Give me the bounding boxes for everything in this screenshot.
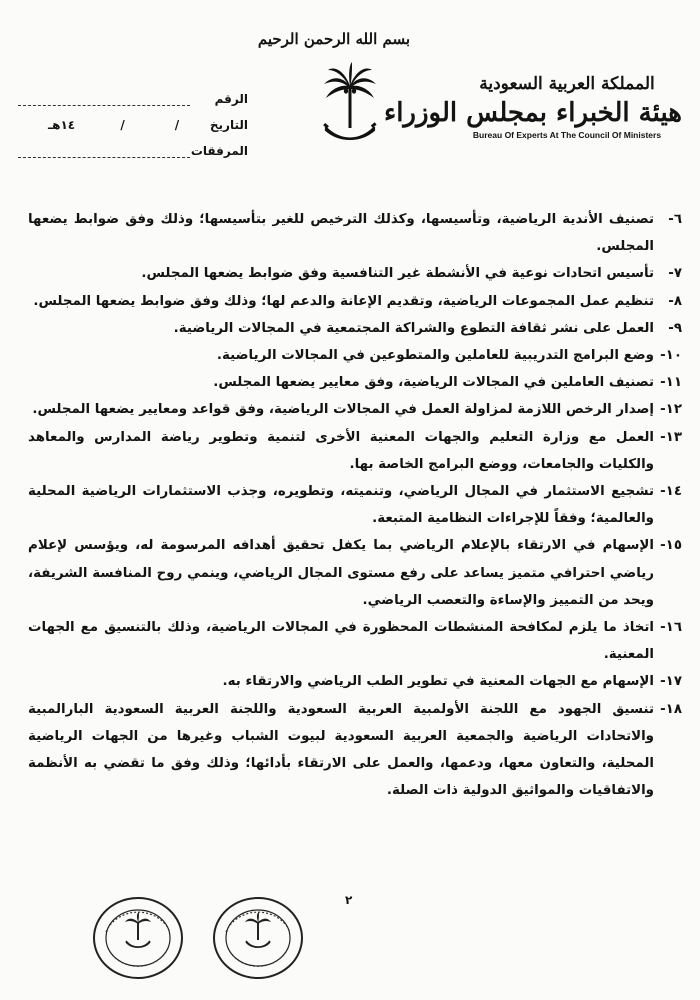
bureau-name-english: Bureau Of Experts At The Council Of Ministers xyxy=(472,130,662,140)
item-text: الإسهام مع الجهات المعنية في تطوير الطب الرياضي والارتقاء به. xyxy=(222,674,654,690)
item-number: ١٤- xyxy=(660,484,682,500)
reference-number-row xyxy=(18,80,248,106)
reference-number-label: الرقم xyxy=(214,92,248,106)
item-text: العمل مع وزارة التعليم والجهات المعنية الأخرى لتنمية وتطوير رياضة المدارس والمعاهد والكليات والجامعات، ووضع البرامج الخاصة بها. xyxy=(28,429,654,472)
palm-and-swords-emblem-icon xyxy=(322,62,378,148)
item-text: اتخاذ ما يلزم لمكافحة المنشطات المحظورة في المجالات الرياضية، وذلك بالتنسيق مع الجهات المعنية. xyxy=(28,620,654,663)
date-separator: / xyxy=(174,118,180,132)
item-text: تشجيع الاستثمار في المجال الرياضي، وتنميته، وتطويره، وجذب الاستثمارات الرياضية المحلية والعالمية؛ وفقاً للإجراءات النظامية المتبعة. xyxy=(28,484,654,527)
list-item xyxy=(28,668,682,695)
page-number: ٢ xyxy=(345,893,353,907)
date-separator: / xyxy=(120,118,125,132)
official-seal-stamp-icon xyxy=(212,892,304,984)
official-seal-stamp-icon xyxy=(92,892,184,984)
item-text: تأسيس اتحادات نوعية في الأنشطة غير التنافسية وفق ضوابط يضعها المجلس. xyxy=(141,266,654,282)
attachments-line xyxy=(18,143,190,158)
article-items xyxy=(28,206,682,804)
item-number: ١٨- xyxy=(660,701,682,717)
item-number: ١١- xyxy=(660,375,682,391)
item-text: وضع البرامج التدريبية للعاملين والمتطوعين في المجالات الرياضية. xyxy=(216,348,654,364)
organization-header xyxy=(383,74,682,140)
date-year-suffix: ١٤هـ xyxy=(48,118,76,132)
bureau-name-arabic: هيئة الخبراء بمجلس الوزراء xyxy=(383,98,682,128)
attachments-label: المرفقات xyxy=(190,144,248,158)
list-item xyxy=(28,342,682,369)
list-item xyxy=(28,260,682,287)
list-item xyxy=(28,424,682,478)
item-text: تصنيف العاملين في المجالات الرياضية، وفق معايير يضعها المجلس. xyxy=(213,375,654,391)
attachments-row xyxy=(18,132,248,158)
list-item xyxy=(28,478,682,532)
item-number: ١٣- xyxy=(660,429,682,445)
item-number: ٧- xyxy=(668,266,682,282)
list-item xyxy=(28,532,682,614)
date-row xyxy=(18,106,248,132)
item-text: الإسهام في الارتقاء بالإعلام الرياضي بما يكفل تحقيق أهدافه المرسومة له، ويؤسس لإعلام رياضي احترافي متميز يساعد على رفع مستوى المجال الرياضي، وينمي روح المنافسة الشريفة، ويحد من التمييز والإساءة والتعصب الرياضي. xyxy=(28,538,654,608)
date-label: التاريخ xyxy=(209,118,248,132)
item-number: ١٦- xyxy=(660,620,682,636)
item-number: ١٢- xyxy=(660,402,682,418)
item-number: ٦- xyxy=(668,212,682,227)
item-text: العمل على نشر ثقافة التطوع والشراكة المجتمعية في المجالات الرياضية. xyxy=(173,320,654,336)
item-number: ٨- xyxy=(668,293,682,309)
item-text: تصنيف الأندية الرياضية، وتأسيسها، وكذلك الترخيص للغير بتأسيسها؛ وذلك وفق ضوابط يضعها المجلس. xyxy=(28,212,654,255)
country-name: المملكة العربية السعودية xyxy=(479,74,655,94)
item-number: ١٧- xyxy=(660,674,682,690)
item-text: تنسيق الجهود مع اللجنة الأولمبية العربية السعودية واللجنة العربية السعودية البارالمبية والاتحادات الرياضية والجمعية العربية السعودية لبيوت الشباب وغيرها من الجهات الرياضية المحلية، والتعاون معها، ودعمها، والعمل على الارتقاء بأدائها؛ وذلك وفق ما تقضي به الأنظمة والاتفاقيات والمواثيق الدولية ذات الصلة. xyxy=(28,701,654,799)
item-number: ٩- xyxy=(668,320,682,336)
reference-block xyxy=(18,80,248,158)
item-text: تنظيم عمل المجموعات الرياضية، وتقديم الإعانة والدعم لها؛ وذلك وفق ضوابط يضعها المجلس. xyxy=(33,293,654,309)
date-value xyxy=(18,118,190,132)
basmala: بسم الله الرحمن الرحيم xyxy=(257,30,410,48)
list-item xyxy=(28,315,682,342)
item-number: ١٥- xyxy=(660,538,682,554)
item-text: إصدار الرخص اللازمة لمزاولة العمل في المجالات الرياضية، وفق قواعد ومعايير يضعها المجلس. xyxy=(32,402,654,418)
list-item xyxy=(28,288,682,315)
list-item xyxy=(28,696,682,805)
list-item xyxy=(28,396,682,423)
list-item xyxy=(28,614,682,668)
reference-number-line xyxy=(18,91,190,106)
list-item xyxy=(28,369,682,396)
item-number: ١٠- xyxy=(660,348,682,364)
list-item xyxy=(28,206,682,260)
